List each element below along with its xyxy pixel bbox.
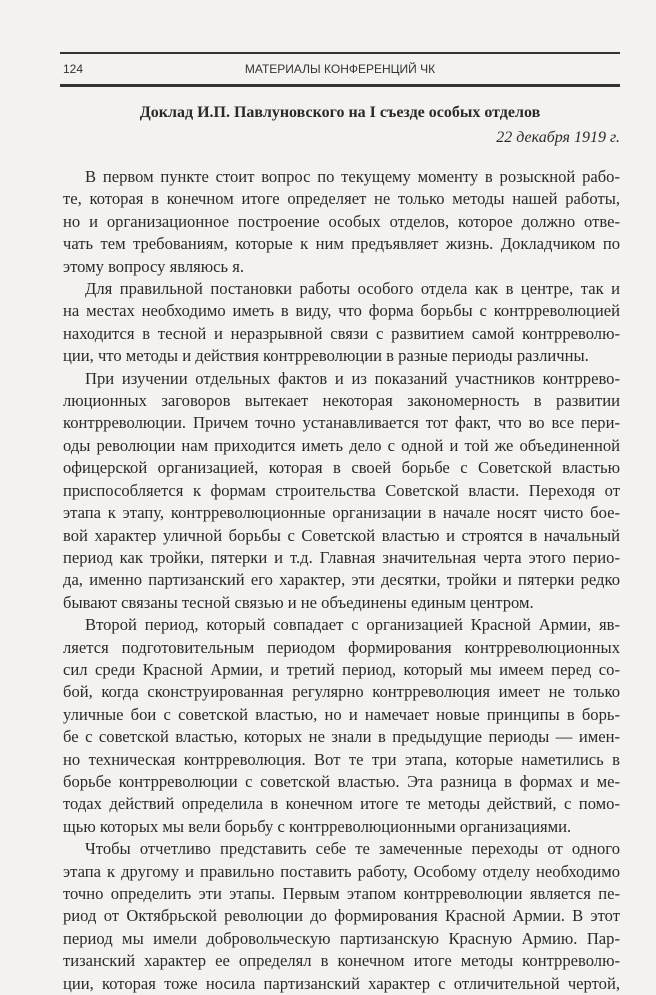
text-line: контрреволюции. Причем точно устанавливается тот факт, что во все пери- xyxy=(63,413,620,433)
text-line: но техническая контрреволюция. Вот те три этапа, которые наметились в xyxy=(63,749,620,769)
text-line: бывают связаны тесной связью и не объединены единым центром. xyxy=(63,592,534,612)
document-body xyxy=(63,166,620,995)
paragraph xyxy=(63,278,620,368)
text-line: чать тем требованиям, которые к ним предъявляет жизнь. Докладчиком по xyxy=(63,234,620,254)
paragraph xyxy=(63,838,620,995)
document-title: Доклад И.П. Павлуновского на I съезде особых отделов xyxy=(139,104,541,121)
text-line: тодах действий определила в конечном итоге те методы действий, с помо- xyxy=(63,794,620,814)
text-line: люционных заговоров вытекает некоторая закономерность в развитии xyxy=(63,391,620,411)
text-line: да, именно партизанский его характер, эти десятки, тройки и пятерки редко xyxy=(63,570,620,590)
paragraph xyxy=(63,368,620,614)
running-header xyxy=(60,62,620,80)
text-line: период мы имели добровольческую партизанскую Красную Армию. Пар- xyxy=(63,928,620,948)
text-line: бе с советской властью, которых не знали в предыдущие периоды — имен- xyxy=(63,727,620,747)
running-title: МАТЕРИАЛЫ КОНФЕРЕНЦИЙ ЧК xyxy=(244,62,436,76)
document-date: 22 декабря 1919 г. xyxy=(496,129,620,146)
text-line: риод от Октябрьской революции до формирования Красной Армии. В этот xyxy=(63,906,620,926)
text-line: ляется подготовительным периодом формирования контрреволюционных xyxy=(63,637,620,657)
text-line: этапа к этапу, контрреволюционные организации в начале носят чисто бое- xyxy=(63,503,620,523)
text-line: сил среди Красной Армии, и третий период, который мы имеем перед со- xyxy=(63,659,620,679)
text-line: офицерской организацией, которая в своей борьбе с Советской властью xyxy=(63,458,620,478)
text-line: оды революции нам приходится иметь дело с одной и той же объединенной xyxy=(63,435,620,455)
text-line: Чтобы отчетливо представить себе те замеченные переходы от одного xyxy=(85,839,620,859)
text-line: бой, когда сконструированная регулярно контрреволюция имеет не только xyxy=(63,682,620,702)
text-line: этому вопросу являюсь я. xyxy=(63,256,244,276)
text-line: приспособляется к формам строительства Советской власти. Переходя от xyxy=(63,480,620,500)
text-line: точно определить эти этапы. Первым этапом контрреволюции является пе- xyxy=(63,884,620,903)
text-line: В первом пункте стоит вопрос по текущему моменту в розыскной рабо- xyxy=(85,167,620,186)
text-line: но и организационное построение особых отделов, которое должно отве- xyxy=(63,211,620,231)
text-line: щью которых мы вели борьбу с контрреволюционными организациями. xyxy=(63,816,572,836)
text-line: ции, которая тоже носила партизанский характер с отличительной чертой, xyxy=(63,973,620,993)
text-line: борьбе контрреволюции с советской властью. Эта разница в формах и ме- xyxy=(63,771,620,791)
text-line: Второй период, который совпадает с организацией Красной Армии, яв- xyxy=(85,615,620,635)
header-rule-top xyxy=(60,52,620,54)
text-line: При изучении отдельных фактов и из показаний участников контррево- xyxy=(85,368,620,388)
text-line: находится в тесной и неразрывной связи с развитием самой контрреволю- xyxy=(63,323,620,343)
paragraph xyxy=(63,166,620,278)
text-line: те, которая в конечном итоге определяет не только методы нашей работы, xyxy=(63,189,620,209)
text-line: период как тройки, пятерки и т.д. Главная значительная черта этого перио- xyxy=(63,547,620,567)
text-line: на местах необходимо иметь в виду, что форма борьбы с контрреволюцией xyxy=(63,301,620,321)
page-number: 124 xyxy=(63,62,84,76)
text-line: вой характер уличной борьбы с Советской властью и строятся в начальный xyxy=(63,525,620,545)
text-line: тизанский характер ее определял в конечном итоге методы контрреволю- xyxy=(63,951,620,971)
header-rule-bottom xyxy=(60,84,620,87)
text-line: этапа к другому и правильно поставить работу, Особому отделу необходимо xyxy=(63,861,620,881)
text-line: уличные бои с советской властью, но и намечает новые принципы в борь- xyxy=(63,704,620,724)
paragraph xyxy=(63,614,620,838)
text-line: ции, что методы и действия контрреволюции в разные периоды различны. xyxy=(63,346,589,366)
text-line: Для правильной постановки работы особого отдела как в центре, так и xyxy=(85,279,620,299)
